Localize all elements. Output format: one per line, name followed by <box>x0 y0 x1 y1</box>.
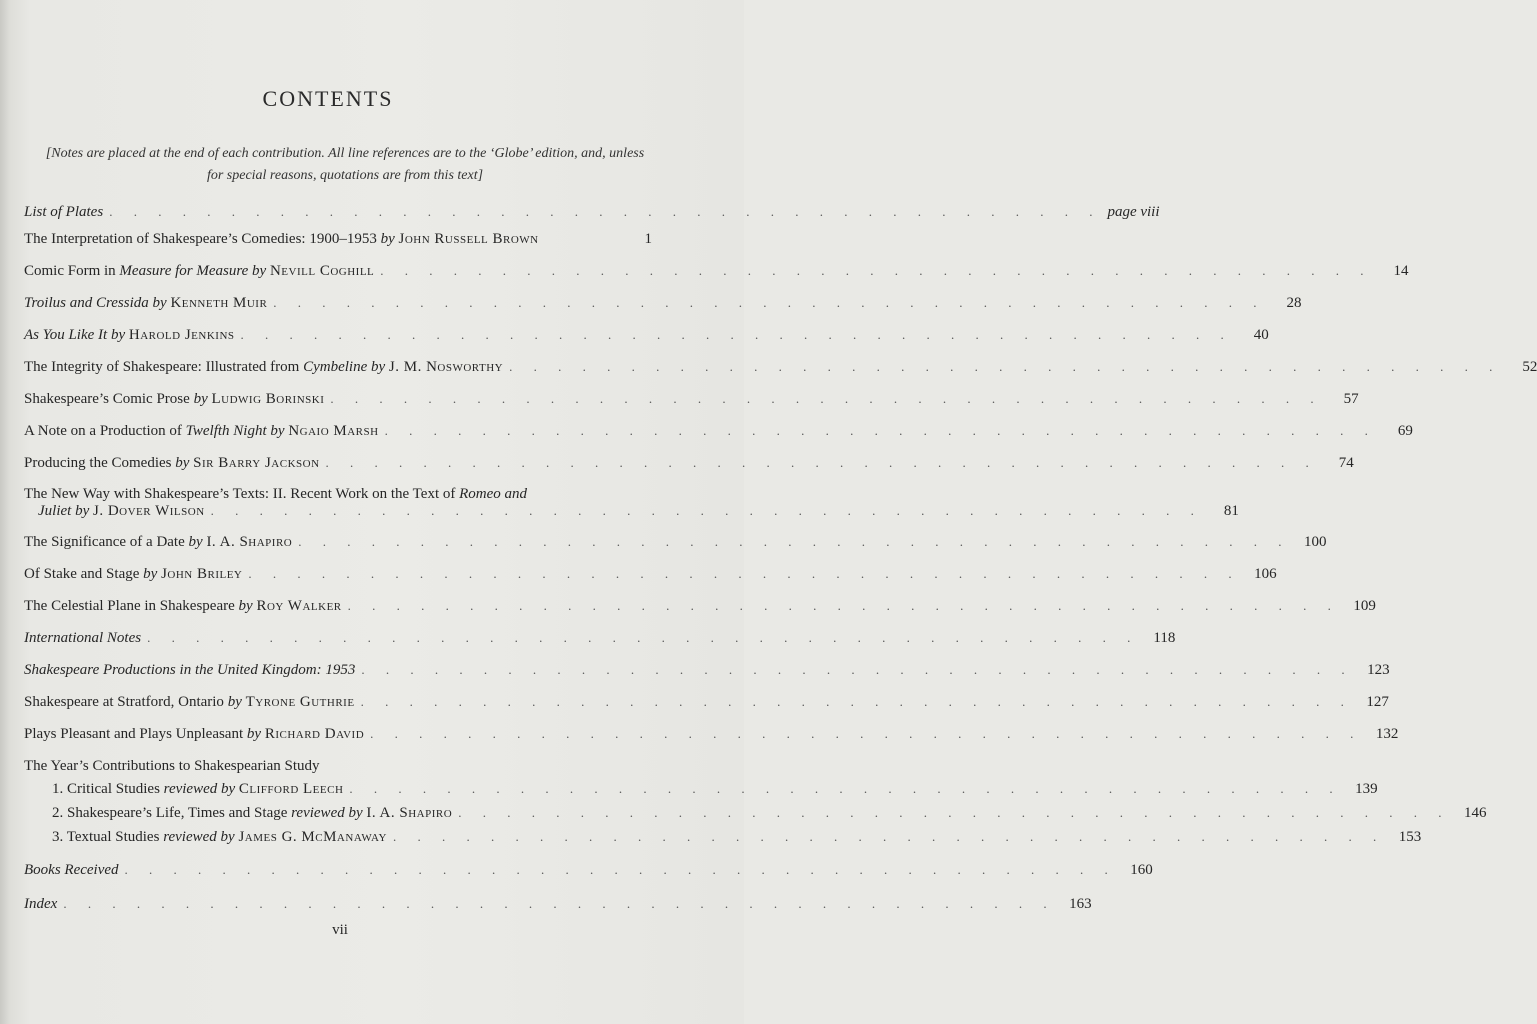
leader-dots: . . . . . . . . . . . . . . . . . . . . . . . . . . . . . . . . . . . . . . . . . <box>325 455 1318 470</box>
toc-entry <box>24 598 1376 615</box>
page-number: 146 <box>1463 805 1487 821</box>
entry-by: by <box>238 598 257 614</box>
toc-entry <box>24 862 1153 879</box>
page-title: CONTENTS <box>262 86 394 111</box>
page-number: 1 <box>644 231 652 247</box>
entry-author: Kenneth Muir <box>170 295 268 311</box>
entry-title: International Notes <box>24 630 142 646</box>
page-number: 118 <box>1153 630 1176 646</box>
entry-title: Troilus and Cressida <box>24 295 149 311</box>
entry-title: The Celestial Plane in Shakespeare <box>24 598 239 614</box>
entry-by: by <box>107 327 129 343</box>
entry-author: John Briley <box>161 566 243 582</box>
entry-author: Tyrone Guthrie <box>245 694 355 710</box>
leader-dots: . . . . . . . . . . . . . . . . . . . . . . . . . . . . . . . . . . . . . . . . . <box>240 327 1233 342</box>
toc-entry <box>24 391 1359 408</box>
entry-author: Roy Walker <box>256 598 342 614</box>
toc-subentry <box>52 781 1378 798</box>
toc-entry <box>24 896 1092 913</box>
entry-title: The New Way with Shakespeare’s Texts: II. Recent Work on the Text of <box>24 486 460 502</box>
page-number: 100 <box>1303 534 1327 550</box>
entry-title: The Interpretation of Shakespeare’s Comedies: 1900–1953 <box>24 231 381 247</box>
entry-title: Of Stake and Stage <box>24 566 144 582</box>
toc-entry <box>24 694 1389 711</box>
leader-dots: . . . . . . . . . . . . . . . . . . . . . . . . . . . . . . . . . . . . . . . . . <box>347 598 1340 613</box>
page-number: 109 <box>1353 598 1376 614</box>
entry-author: I. A. Shapiro <box>366 805 453 821</box>
leader-dots: . . . . . . . . . . . . . . . . . . . . . . . . . . . . . . . . . . . . . . . . . <box>330 391 1323 406</box>
leader-dots: . . . . . . . . . . . . . . . . . . . . . . . . . . . . . . . . . . . . . . . . . <box>458 805 1451 820</box>
entry-number: 2. <box>52 805 64 821</box>
leader-dots: . . . . . . . . . . . . . . . . . . . . . . . . . . . . . . . . . . . . . . . . . <box>392 829 1386 844</box>
entry-author: I. A. Shapiro <box>206 534 293 550</box>
entry-author: Richard David <box>264 726 365 742</box>
toc-entry <box>24 534 1327 551</box>
entry-title: Shakespeare’s Comic Prose <box>24 391 194 407</box>
leader-dots: . . . . . . . . . . . . . . . . . . . . . . . . . . . . . . . . . . . . . . . . . <box>210 503 1203 518</box>
entry-number: 3. <box>52 829 64 845</box>
page-number: 139 <box>1355 781 1378 797</box>
entry-by: by <box>71 503 93 519</box>
leader-dots: . . . . . . . . . . . . . . . . . . . . . . . . . . . . . . . . . . . . . . . . . <box>63 896 1056 911</box>
entry-by: by <box>367 359 389 375</box>
page-number: 106 <box>1254 566 1277 582</box>
entry-by: by <box>246 726 265 742</box>
entry-author: J. M. Nosworthy <box>388 359 504 375</box>
leader-dots: . . . . . . . . . . . . . . . . . . . . . . . . . . . . . . . . . . . . . . . . . <box>349 781 1342 796</box>
toc-entry-two-line <box>24 486 1239 520</box>
entry-by: reviewed by <box>291 805 367 821</box>
leader-dots: . . . . . . . . . . . . . . . . . . . . . . . . . . . . . . . . . . . . . . . . . <box>109 204 1102 219</box>
entry-title: Producing the Comedies <box>24 455 176 471</box>
page-number: 28 <box>1286 295 1302 311</box>
leader-dots: . . . . . . . . . . . . . . . . . . . . . . . . . . . . . . . . . . . . . . . . . <box>509 359 1502 374</box>
toc-entry <box>24 263 1409 280</box>
entry-author: Clifford Leech <box>238 781 344 797</box>
entry-author: Ludwig Borinski <box>211 391 325 407</box>
entry-by: by <box>266 423 289 439</box>
entry-by: by <box>227 694 246 710</box>
leader-dots: . . . . . . . . . . . . . . . . . . . . . . . . . . . . . . . . . . . . . . . . . <box>273 295 1266 310</box>
entry-title: As You Like It <box>24 327 108 343</box>
entry-play: Cymbeline <box>303 359 368 375</box>
page-number: 40 <box>1253 327 1269 343</box>
entry-author: Sir Barry Jackson <box>193 455 320 471</box>
leader-dots: . . . . . . . . . . . . . . . . . . . . . . . . . . . . . . . . . . . . . . . . . <box>248 566 1241 581</box>
entry-author: Ngaio Marsh <box>288 423 379 439</box>
entry-title: Shakespeare at Stratford, Ontario <box>24 694 228 710</box>
page-number: page viii <box>1107 204 1160 220</box>
entry-title: Comic Form in <box>24 263 120 279</box>
leader-dots: . . . . . . . . . . . . . . . . . . . . . . . . . . . . . . . . . . . . . . . . . <box>298 534 1291 549</box>
page-number: 160 <box>1130 862 1153 878</box>
entry-title: Shakespeare Productions in the United Kingdom: 1953 <box>24 662 356 678</box>
page-number: 153 <box>1398 829 1422 845</box>
leader-dots: . . . . . . . . . . . . . . . . . . . . . . . . . . . . . . . . . . . . . . . . . <box>380 263 1373 278</box>
entry-play-cont: Juliet <box>38 503 72 519</box>
page-number: 132 <box>1375 726 1399 742</box>
page-number: 74 <box>1338 455 1354 471</box>
entry-author: John Russell Brown <box>398 231 539 247</box>
leader-dots: . . . . . . . . . . . . . . . . . . . . . . . . . . . . . . . . . . . . . . . . . <box>124 862 1117 877</box>
toc-entry <box>24 359 1537 376</box>
toc-entry <box>24 662 1390 679</box>
entry-title: Index <box>24 896 58 912</box>
entry-play: Measure for Measure <box>119 263 249 279</box>
page-number: 52 <box>1522 359 1537 375</box>
entry-title: The Significance of a Date <box>24 534 189 550</box>
page-number: 69 <box>1397 423 1413 439</box>
entry-author: J. Dover Wilson <box>93 503 205 519</box>
leader-dots: . . . . . . . . . . . . . . . . . . . . . . . . . . . . . . . . . . . . . . . . . <box>360 694 1353 709</box>
entry-author: Nevill Coghill <box>269 263 375 279</box>
page-folio: vii <box>332 922 348 938</box>
entry-play: Romeo and <box>459 486 528 502</box>
entry-author: Harold Jenkins <box>128 327 235 343</box>
entry-by: by <box>380 231 399 247</box>
entry-by: by <box>193 391 212 407</box>
toc-entry <box>24 726 1399 743</box>
entry-title: Books Received <box>24 862 119 878</box>
entry-title: Textual Studies <box>66 829 164 845</box>
toc-entry <box>24 630 1176 647</box>
entry-by: reviewed by <box>163 781 239 797</box>
entry-title: Plays Pleasant and Plays Unpleasant <box>24 726 247 742</box>
entry-author: James G. McManaway <box>238 829 387 845</box>
page-number: 123 <box>1367 662 1390 678</box>
toc-subentry <box>52 805 1487 822</box>
toc-entry <box>24 566 1277 583</box>
entry-title: The Integrity of Shakespeare: Illustrated from <box>24 359 304 375</box>
entry-number: 1. <box>52 781 64 797</box>
leader-dots: . . . . . . . . . . . . . . . . . . . . . . . . . . . . . . . . . . . . . . . . . <box>370 726 1363 741</box>
page-number: 81 <box>1223 503 1239 519</box>
entry-title: Shakespeare’s Life, Times and Stage <box>67 805 292 821</box>
entry-by: by <box>175 455 194 471</box>
editorial-note: [Notes are placed at the end of each contribution. All line references are to the ‘Globe’ edition, and, unless for special reasons, quotations are from this text] <box>45 146 645 183</box>
toc-entry <box>24 455 1354 472</box>
page-number: 127 <box>1366 694 1389 710</box>
entry-by: by <box>143 566 162 582</box>
toc-entry <box>24 327 1269 344</box>
page-number: 57 <box>1343 391 1359 407</box>
toc-subentry <box>52 829 1422 846</box>
toc-entry <box>24 231 652 248</box>
entry-by: by <box>148 295 171 311</box>
toc-entry-list-of-plates <box>24 204 1160 221</box>
entry-title: Critical Studies <box>67 781 164 797</box>
leader-dots: . . . . . . . . . . . . . . . . . . . . . . . . . . . . . . . . . . . . . . . . . <box>384 423 1377 438</box>
page-number: 14 <box>1393 263 1409 279</box>
entry-by: by <box>248 263 270 279</box>
entry-by: reviewed by <box>163 829 239 845</box>
entry-by: by <box>188 534 207 550</box>
entry-play: Twelfth Night <box>185 423 267 439</box>
toc-section-heading: The Year’s Contributions to Shakespearian Study <box>24 758 320 774</box>
toc-entry <box>24 295 1302 312</box>
page-number: 163 <box>1069 896 1092 912</box>
entry-title: A Note on a Production of <box>24 423 186 439</box>
leader-dots: . . . . . . . . . . . . . . . . . . . . . . . . . . . . . . . . . . . . . . . . . <box>147 630 1140 645</box>
entry-title: List of Plates <box>24 204 104 220</box>
leader-dots: . . . . . . . . . . . . . . . . . . . . . . . . . . . . . . . . . . . . . . . . . <box>361 662 1354 677</box>
toc-entry <box>24 423 1413 440</box>
